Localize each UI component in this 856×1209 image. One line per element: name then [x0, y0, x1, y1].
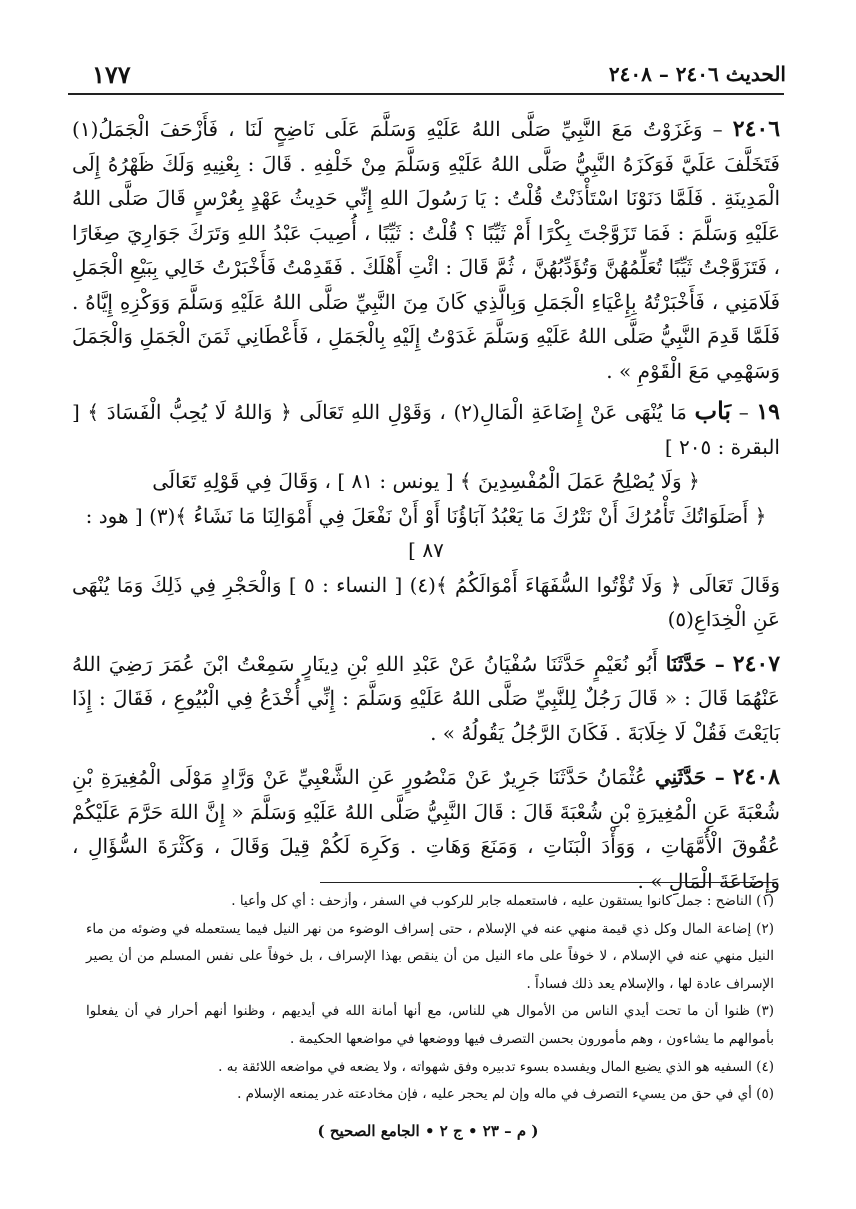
running-title: الحديث ٢٤٠٦ – ٢٤٠٨ — [608, 62, 786, 86]
hadith-text: أَبُو نُعَيْمٍ حَدَّثَنَا سُفْيَانُ عَنْ عَبْدِ اللهِ بْنِ دِينَارٍ سَمِعْتُ ابْنَ عُمَرَ رَضِيَ اللهُ عَنْهُمَا قَالَ : « قَالَ رَجُلٌ لِلنَّبِيِّ صَلَّى اللهُ عَلَيْهِ وَسَلَّمَ : إِنِّي أُخْدَعُ فِي الْبُيُوعِ ، فَقَالَ : إِذَا بَايَعْتَ فَقُلْ لَا خِلَابَةَ . فَكَانَ الرَّجُلُ يَقُولُهُ » . — [72, 651, 780, 745]
page-footer: ( م – ٢٣ • ج ٢ • الجامع الصحيح ) — [317, 1122, 539, 1140]
footnote-2: (٢) إضاعة المال وكل ذي قيمة منهي عنه في الإسلام ، حتى إسراف الوضوء من نهر النيل فيما يستعمله في وضوئه من ماء النيل منهي عنه في الإسلام ، لا خوفاً على ماء النيل من أن ينقص بهذا الإسراف ، بل خوفاً على نفس المسلم من أن يصير الإسراف عادة لها ، والإسلام يعد ذلك فساداً . — [86, 920, 774, 992]
hadith-number: ٢٤٠٨ — [732, 764, 780, 790]
hadith-2407 — [72, 647, 780, 751]
hadith-2406 — [72, 112, 780, 388]
chapter-word: بَاب — [694, 396, 732, 425]
page-header — [92, 58, 786, 92]
chapter-quote-3: وَقَالَ تَعَالَى ﴿ وَلَا تُؤْتُوا السُّفَهَاءَ أَمْوَالَكُمُ ﴾(٤) [ النساء : ٥ ] وَالْحَجْرِ فِي ذَلِكَ وَمَا يُنْهَى عَنِ الْخِدَاعِ(٥) — [72, 572, 780, 631]
hadith-number: ٢٤٠٦ — [732, 116, 781, 142]
chapter-heading — [72, 394, 780, 464]
hadith-2408 — [72, 760, 780, 898]
chapter-quote-1: ﴿ وَلَا يُصْلِحُ عَمَلَ الْمُفْسِدِينَ ﴾ [ يونس : ٨١ ] ، وَقَالَ فِي قَوْلِهِ تَعَالَى — [152, 469, 700, 493]
hadith-lead: – حَدَّثَنِي — [655, 765, 725, 789]
hadith-text: عُثْمَانُ حَدَّثَنَا جَرِيرٌ عَنْ مَنْصُورٍ عَنِ الشَّعْبِيِّ عَنْ وَرَّادٍ مَوْلَى الْمُغِيرَةِ بْنِ شُعْبَةَ عَنِ الْمُغِيرَةِ بْنِ شُعْبَةَ قَالَ : قَالَ النَّبِيُّ صَلَّى اللهُ عَلَيْهِ وَسَلَّمَ « إِنَّ اللهَ حَرَّمَ عَلَيْكُمْ عُقُوقَ الْأُمَّهَاتِ ، وَوَأْدَ الْبَنَاتِ ، وَمَنَعَ وَهَاتِ . وَكَرِهَ لَكُمْ قِيلَ وَقَالَ ، وَكَثْرَةَ السُّؤَالِ ، وَإِضَاعَةَ الْمَالِ » . — [72, 765, 780, 893]
chapter-dash: – — [738, 400, 749, 424]
footnote-4: (٤) السفيه هو الذي يضيع المال ويفسده بسوء تدبيره وفق شهواته ، ولا يضعه في مواضعه اللائقة به . — [218, 1058, 774, 1075]
header-rule — [68, 93, 784, 95]
footnote-rule — [320, 882, 776, 883]
footnote-5: (٥) أي في حق من يسيء التصرف في ماله وإن لم يحجر عليه ، فإن مخادعته غدر يمنعه الإسلام . — [237, 1086, 774, 1103]
footnote-3: (٣) ظنوا أن ما تحت أيدي الناس من الأموال هي للناس، مع أنها أمانة الله في أيديهم ، وظنوا أنهم أحرار في أن يفعلوا بأموالهم ما يشاءون ، وهم مأمورون بحسن التصرف فيها ووضعها في مواضعها الحكيمة . — [86, 1003, 774, 1047]
spacer — [72, 637, 780, 647]
chapter-quote-2: ﴿ أَصَلَوَاتُكَ تَأْمُرُكَ أَنْ نَتْرُكَ مَا يَعْبُدُ آبَاؤُنَا أَوْ أَنْ نَفْعَلَ فِي أَمْوَالِنَا مَا نَشَاءُ ﴾(٣) [ هود : ٨٧ ] — [85, 503, 767, 562]
spacer — [72, 750, 780, 760]
hadith-text: – وَغَزَوْتُ مَعَ النَّبِيِّ صَلَّى اللهُ عَلَيْهِ وَسَلَّمَ عَلَى نَاضِحٍ لَنَا ، فَأَزْحَفَ الْجَمَلُ(١) فَتَخَلَّفَ عَلَيَّ فَوَكَزَهُ النَّبِيُّ صَلَّى اللهُ عَلَيْهِ وَسَلَّمَ مِنْ خَلْفِهِ . قَالَ : بِعْنِيهِ وَلَكَ ظَهْرُهُ إِلَى الْمَدِينَةِ . فَلَمَّا دَنَوْنَا اسْتَأْذَنْتُ قُلْتُ : يَا رَسُولَ اللهِ إِنِّي حَدِيثُ عَهْدٍ بِعُرْسٍ قَالَ صَلَّى اللهُ عَلَيْهِ وَسَلَّمَ : فَمَا تَزَوَّجْتَ بِكْرًا أَمْ ثَيِّبًا ؟ قُلْتُ : ثَيِّبًا ، أُصِيبَ عَبْدُ اللهِ وَتَرَكَ جَوَارِيَ صِغَارًا ، فَتَزَوَّجْتُ ثَيِّبًا تُعَلِّمُهُنَّ وَتُؤَدِّبُهُنَّ ، ثُمَّ قَالَ : ائْتِ أَهْلَكَ . فَقَدِمْتُ فَأَخْبَرْتُ خَالِي بِبَيْعِ الْجَمَلِ فَلَامَنِي ، فَأَخْبَرْتُهُ بِإِعْيَاءِ الْجَمَلِ وَبِالَّذِي كَانَ مِنَ النَّبِيِّ صَلَّى اللهُ عَلَيْهِ وَسَلَّمَ وَوَكْزِهِ إِيَّاهُ . فَلَمَّا قَدِمَ النَّبِيُّ صَلَّى اللهُ عَلَيْهِ وَسَلَّمَ غَدَوْتُ إِلَيْهِ بِالْجَمَلِ ، فَأَعْطَانِي ثَمَنَ الْجَمَلِ وَالْجَمَلَ وَسَهْمِي مَعَ الْقَوْمِ » . — [72, 117, 780, 383]
footnotes — [86, 888, 774, 1109]
page-number: ١٧٧ — [92, 60, 131, 89]
chapter-number: ١٩ — [756, 399, 780, 425]
chapter-title: مَا يُنْهَى عَنْ إِضَاعَةِ الْمَالِ(٢) ، وَقَوْلِ اللهِ تَعَالَى ﴿ وَاللهُ لَا يُحِبُّ الْفَسَادَ ﴾ [ البقرة : ٢٠٥ ] — [72, 400, 780, 459]
footnote-1: (١) الناضح : جمل كانوا يستقون عليه ، فاستعمله جابر للركوب في السفر ، وأزحف : أي كل وأعيا . — [231, 893, 774, 909]
hadith-number: ٢٤٠٧ — [732, 650, 781, 677]
main-text — [72, 112, 780, 898]
hadith-lead: – حَدَّثَنَا — [665, 651, 725, 676]
